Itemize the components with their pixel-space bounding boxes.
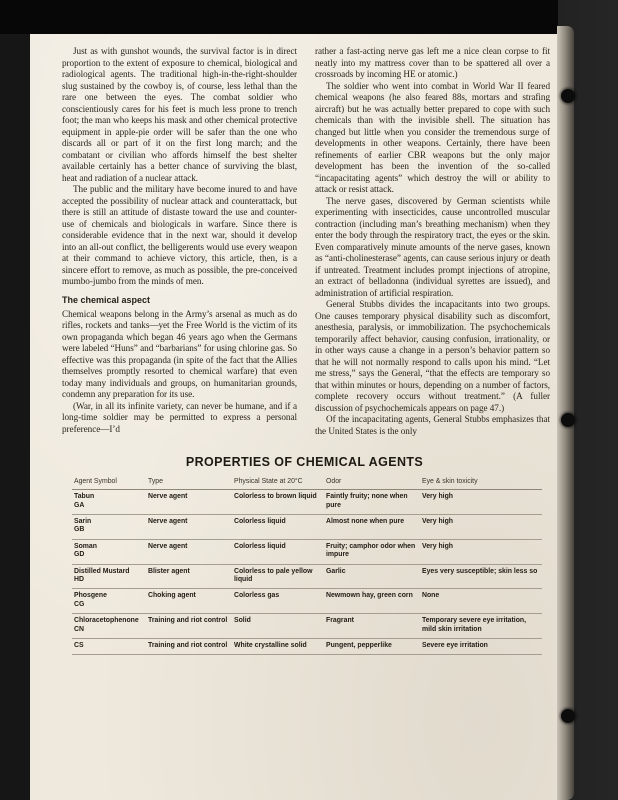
agent-code: HD [74, 576, 84, 584]
table-row [72, 539, 542, 564]
cell-toxicity: Eyes very susceptible; skin less so [420, 564, 542, 589]
cell-odor: Fragrant [324, 614, 420, 639]
cell-toxicity: None [420, 589, 542, 614]
header-toxicity: Eye & skin toxicity [420, 476, 542, 490]
table-title: PROPERTIES OF CHEMICAL AGENTS [185, 455, 424, 469]
cell-agent [72, 539, 146, 564]
cell-type: Training and riot control [146, 639, 232, 655]
cell-odor: Faintly fruity; none when pure [324, 490, 420, 515]
cell-state: Solid [232, 614, 324, 639]
table-header-row [72, 476, 542, 490]
cell-state: Colorless to brown liquid [232, 490, 324, 515]
agent-code: CG [74, 600, 85, 608]
cell-odor: Pungent, pepperlike [324, 639, 420, 655]
table-row [72, 639, 542, 655]
cell-odor: Garlic [324, 564, 420, 589]
cell-agent [72, 639, 146, 655]
cell-toxicity: Very high [420, 515, 542, 540]
cell-toxicity: Severe eye irritation [420, 639, 542, 655]
cell-odor: Almost none when pure [324, 515, 420, 540]
paragraph: (War, in all its infinite variety, can never be humane, and if a long-time soldier may be permitted to express a personal preference—I’d [62, 400, 297, 434]
section-heading: The chemical aspect [62, 294, 151, 305]
table-row [72, 515, 542, 540]
cell-type: Nerve agent [146, 539, 232, 564]
table-row [72, 490, 542, 515]
cell-state: Colorless liquid [232, 539, 324, 564]
paragraph: The soldier who went into combat in World War II feared chemical weapons (he also feared 88s, mortars and strafing aircraft) but he was actually better prepared to cope with such chemicals than with the invisible shell. The situation has changed but little when you consider the tremendous surge of developments in other weapons. Certainly, there have been refinements of earlier CBR weapons but the only major development has been the invention of the so-called “incapacitating agents” which destroy the will or ability to attack or resist attack. [315, 80, 550, 194]
agent-name: Sarin [74, 518, 92, 526]
agent-code: GB [74, 526, 85, 534]
cell-type: Nerve agent [146, 490, 232, 515]
left-column [62, 46, 297, 437]
paragraph: Of the incapacitating agents, General Stubbs emphasizes that the United States is the only [315, 414, 550, 436]
cell-agent [72, 614, 146, 639]
header-type: Type [146, 476, 232, 490]
header-agent-symbol: Agent Symbol [72, 476, 146, 490]
agent-name: Soman [74, 542, 97, 550]
cell-odor: Newmown hay, green corn [324, 589, 420, 614]
cell-state: White crystalline solid [232, 639, 324, 655]
header-physical-state: Physical State at 20°C [232, 476, 324, 490]
cell-odor: Fruity; camphor odor when impure [324, 539, 420, 564]
cell-agent [72, 490, 146, 515]
hole-punch [561, 89, 575, 103]
paragraph: rather a fast-acting nerve gas left me a nice clean corpse to fit neatly into my mattress cover than to be spattered all over a crossroads by incoming HE or atomic.) [315, 46, 550, 79]
cell-agent [72, 589, 146, 614]
cell-state: Colorless to pale yellow liquid [232, 564, 324, 589]
cell-toxicity: Very high [420, 539, 542, 564]
cell-state: Colorless liquid [232, 515, 324, 540]
cell-toxicity: Very high [420, 490, 542, 515]
cell-type: Blister agent [146, 564, 232, 589]
agent-code: GD [74, 551, 85, 559]
cell-state: Colorless gas [232, 589, 324, 614]
hole-punch [561, 709, 575, 723]
agent-name: Tabun [74, 493, 95, 501]
hole-punch [561, 413, 575, 427]
table-row [72, 589, 542, 614]
table-row [72, 614, 542, 639]
cell-agent [72, 515, 146, 540]
agent-name: CS [74, 642, 84, 650]
cell-type: Training and riot control [146, 614, 232, 639]
paragraph: Chemical weapons belong in the Army’s arsenal as much as do rifles, rockets and tanks—yet the Free World is the victim of its own propaganda which began 46 years ago when the Germans were labeled “Huns” and “barbarians” for using chlorine gas. So effective was this propaganda (in spite of the fact that the Allies themselves promptly resorted to chemical warfare) that even today many individuals and groups, on humanitarian grounds, condemn any preparation for its use. [62, 308, 297, 399]
chemical-agents-table-section [72, 455, 537, 655]
header-odor: Odor [324, 476, 420, 490]
cell-type: Nerve agent [146, 515, 232, 540]
agent-code: GA [74, 501, 85, 509]
paragraph: Just as with gunshot wounds, the survival factor is in direct proportion to the extent of exposure to chemical, biological and radiological agents. The traditional high-in-the-right-shoulder slug sustained by the cowboy is, of course, less lethal than the rare one between the eyes. The combat soldier who conscientiously cares for his feet is much less prone to trench foot; the man who keeps his mask and other chemical protective equipment in apple-pie order will be safer than the one who discards all or part of it on the first long march; and the combatant or civilian who affords himself the best shelter available certainly has a better chance of surviving the blast, heat and radiation of a nuclear attack. [62, 46, 297, 183]
paragraph: General Stubbs divides the incapacitants into two groups. One causes temporary physical disability such as discomfort, anesthesia, paralysis, or immobilization. The psychochemicals temporarily affect behavior, causing confusion, irrationality, or in other ways cause a change in a person’s behavior pattern so that he will not normally respond to calls upon his mind. “Let me stress,” says the General, “that the effects are temporary so that within minutes or hours, depending on a number of factors, complete recovery occurs without treatment.” (A fuller discussion of psychochemicals appears on page 47.) [315, 299, 550, 413]
paragraph: The nerve gases, discovered by German scientists while experimenting with insecticides, cause uncontrolled muscular contraction (including man’s breathing mechanism) when they enter the body through the respiratory tract, the eyes or the skin. Even comparatively minute amounts of the nerve gases, known as “anti-cholinesterase” agents, can cause serious injury or death if untreated. Treatment includes prompt injections of atropine, an extract of belladonna (individual syrettes are issued), and administration of artificial respiration. [315, 195, 550, 298]
cell-toxicity: Temporary severe eye irritation, mild skin irritation [420, 614, 542, 639]
table-row [72, 564, 542, 589]
cell-agent [72, 564, 146, 589]
agent-code: CN [74, 625, 84, 633]
agent-name: Distilled Mustard [74, 567, 130, 575]
agent-name: Chloracetophenone [74, 617, 139, 625]
scan-edge-bar [0, 0, 558, 34]
agent-name: Phosgene [74, 592, 107, 600]
paragraph: The public and the military have become inured to and have accepted the possibility of nuclear attack and counterattack, but there is still an attitude of distaste toward the use and counter-use of chemicals and biologicals in warfare. Since there is considerable evidence that in the next war, should it develop into an all-out conflict, the belligerents would use every weapon at their command to achieve victory, this article, then, is a sincere effort to remove, as much as possible, the pre-conceived mumbo-jumbo from the minds of men. [62, 184, 297, 286]
document-page [30, 34, 557, 800]
two-column-text [62, 46, 551, 437]
cell-type: Choking agent [146, 589, 232, 614]
chemical-agents-table [72, 476, 542, 655]
right-column [315, 46, 550, 437]
